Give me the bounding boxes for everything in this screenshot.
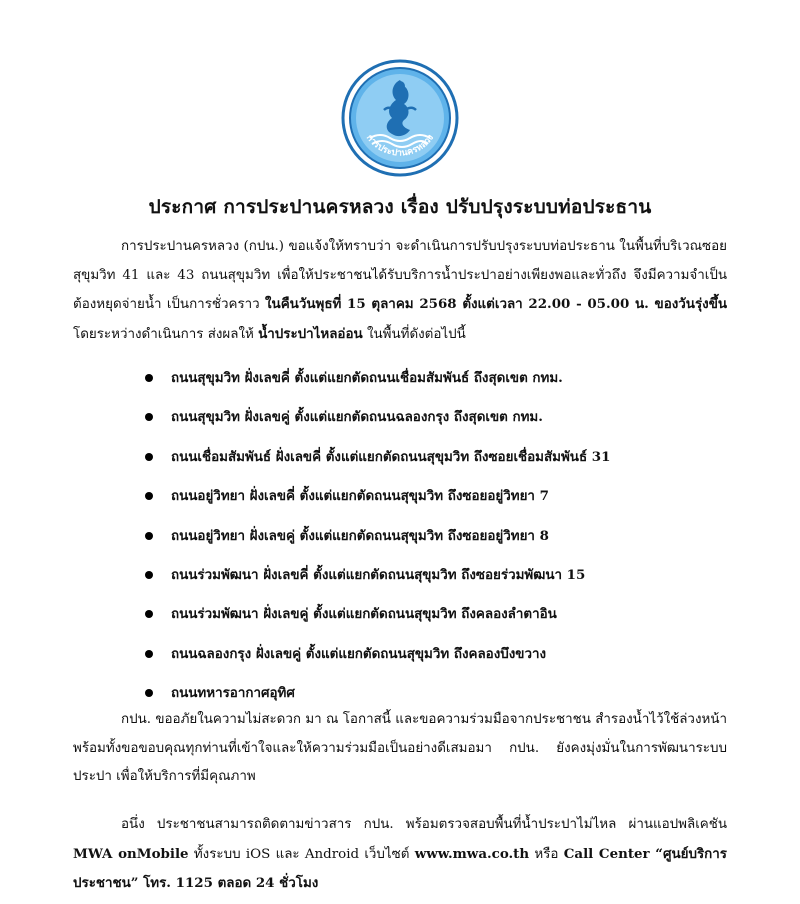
affected-areas-list (145, 368, 610, 723)
area-text: ถนนฉลองกรุง ฝั่งเลขคู่ ตั้งแต่แยกตัดถนนสุขุมวิท ถึงคลองบึงขวาง (171, 645, 547, 662)
list-item (145, 644, 610, 683)
intro-text-2: โดยระหว่างดำเนินการ ส่งผลให้ (73, 326, 259, 342)
bullet-icon (145, 689, 153, 697)
intro-paragraph (73, 233, 727, 349)
apology-paragraph (73, 706, 727, 792)
contact-text-1: อนึ่ง ประชาชนสามารถติดตามข่าวสาร กปน. พร้อมตรวจสอบพื้นที่น้ำประปาไม่ไหล ผ่านแอปพลิเคชัน (121, 817, 727, 832)
area-text: ถนนอยู่วิทยา ฝั่งเลขคี่ ตั้งแต่แยกตัดถนนสุขุมวิท ถึงซอยอยู่วิทยา 7 (171, 488, 549, 505)
area-text: ถนนร่วมพัฒนา ฝั่งเลขคี่ ตั้งแต่แยกตัดถนนสุขุมวิท ถึงซอยร่วมพัฒนา 15 (171, 566, 586, 583)
bullet-icon (145, 453, 153, 461)
list-item (145, 604, 610, 643)
area-text: ถนนทหารอากาศอุทิศ (171, 685, 295, 702)
intro-text-1: การประปานครหลวง (กปน.) ขอแจ้งให้ทราบว่า จะดำเนินการปรับปรุงระบบท่อประธาน ในพื้นที่บริเวณซอยสุขุมวิท 41 และ 43 ถนนสุขุมวิท เพื่อให้ประชาชนได้รับบริการน้ำประปาอย่างเพียงพอและทั่วถึง จึงมีความจำเป็นต้องหยุดจ่ายน้ำ เป็นการชั่วคราว (73, 239, 727, 312)
area-text: ถนนอยู่วิทยา ฝั่งเลขคู่ ตั้งแต่แยกตัดถนนสุขุมวิท ถึงซอยอยู่วิทยา 8 (171, 527, 549, 544)
list-item (145, 486, 610, 525)
list-item (145, 447, 610, 486)
contact-paragraph (73, 811, 727, 899)
call-center: Call Center “ศูนย์บริการประชาชน” โทร. 1125 ตลอด 24 ชั่วโมง (73, 845, 727, 891)
list-item (145, 565, 610, 604)
apology-text: กปน. ขออภัยในความไม่สะดวก มา ณ โอกาสนี้ และขอความร่วมมือจากประชาชน สำรองน้ำไว้ใช้ล่วงหน้า พร้อมทั้งขอขอบคุณทุกท่านที่เข้าใจและให้ความร่วมมือเป็นอย่างดีเสมอมา กปน. ยังคงมุ่งมั่นในการพัฒนาระบบประปา เพื่อให้บริการที่มีคุณภาพ (73, 712, 727, 784)
bullet-icon (145, 610, 153, 618)
mwa-logo (340, 58, 460, 178)
intro-effect: น้ำประปาไหลอ่อน (258, 325, 363, 342)
intro-date: ในคืนวันพุธที่ 15 ตุลาคม 2568 ตั้งแต่เวลา 22.00 - 05.00 น. ของวันรุ่งขึ้น (265, 296, 727, 312)
bullet-icon (145, 532, 153, 540)
bullet-icon (145, 413, 153, 421)
area-text: ถนนสุขุมวิท ฝั่งเลขคี่ ตั้งแต่แยกตัดถนนเชื่อมสัมพันธ์ ถึงสุดเขต กทม. (171, 370, 563, 386)
contact-text-3: หรือ (529, 846, 564, 862)
intro-text-3: ในพื้นที่ดังต่อไปนี้ (362, 326, 466, 342)
bullet-icon (145, 374, 153, 382)
app-name: MWA onMobile (73, 845, 189, 862)
bullet-icon (145, 571, 153, 579)
list-item (145, 526, 610, 565)
contact-text-2: ทั้งระบบ iOS และ Android เว็บไซต์ (188, 846, 415, 862)
page-title: ประกาศ การประปานครหลวง เรื่อง ปรับปรุงระบบท่อประธาน (148, 196, 652, 218)
bullet-icon (145, 650, 153, 658)
list-item (145, 368, 610, 407)
area-text: ถนนเชื่อมสัมพันธ์ ฝั่งเลขคี่ ตั้งแต่แยกตัดถนนสุขุมวิท ถึงซอยเชื่อมสัมพันธ์ 31 (171, 448, 611, 465)
website-link[interactable]: www.mwa.co.th (414, 845, 530, 862)
area-text: ถนนร่วมพัฒนา ฝั่งเลขคู่ ตั้งแต่แยกตัดถนนสุขุมวิท ถึงคลองลำตาอิน (171, 606, 557, 623)
list-item (145, 407, 610, 446)
area-text: ถนนสุขุมวิท ฝั่งเลขคู่ ตั้งแต่แยกตัดถนนฉลองกรุง ถึงสุดเขต กทม. (171, 409, 543, 426)
mwa-seal-icon (340, 58, 460, 178)
bullet-icon (145, 492, 153, 500)
logo-text: การประปานครหลวง (363, 133, 437, 159)
